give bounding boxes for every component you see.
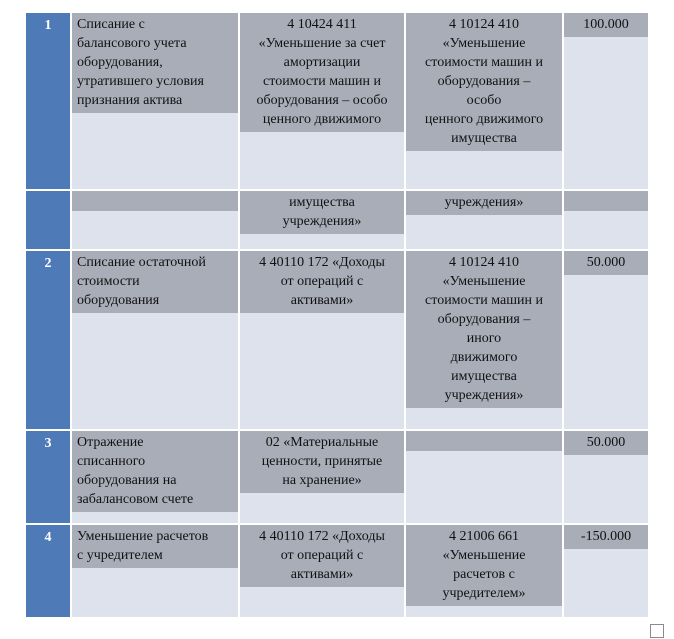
credit-cell: [406, 525, 562, 617]
row-number-cell: [26, 13, 70, 189]
table-row: [26, 525, 648, 617]
credit-account: 4 21006 661 «Уменьшение расчетов с учредителем»: [406, 525, 562, 606]
table-resize-handle[interactable]: [650, 624, 664, 638]
debit-account: 4 40110 172 «Доходы от операций с активами»: [240, 525, 404, 587]
debit-cell: [240, 525, 404, 617]
description-cell: [72, 251, 238, 429]
description-cell: [72, 191, 238, 249]
table-row: [26, 191, 648, 249]
description-cell: [72, 431, 238, 523]
amount-value: 100.000: [564, 13, 648, 37]
row-number: 3: [44, 436, 52, 451]
debit-cell: [240, 431, 404, 523]
debit-cell: [240, 251, 404, 429]
table-row: [26, 251, 648, 429]
operation-description: Списание с балансового учета оборудования, утратившего условия признания актива: [72, 13, 238, 113]
row-number: 4: [44, 530, 52, 545]
amount-value: -150.000: [564, 525, 648, 549]
debit-cell: [240, 13, 404, 189]
credit-cell: [406, 191, 562, 249]
row-number-cell: [26, 191, 70, 249]
debit-account: 02 «Материальные ценности, принятые на хранение»: [240, 431, 404, 493]
operation-description: [72, 191, 238, 211]
operation-description: Уменьшение расчетов с учредителем: [72, 525, 238, 568]
accounting-entries-table: [26, 13, 648, 619]
credit-account: учреждения»: [406, 191, 562, 215]
debit-account: 4 40110 172 «Доходы от операций с активами»: [240, 251, 404, 313]
amount-cell: [564, 191, 648, 249]
table-row: [26, 431, 648, 523]
debit-account: 4 10424 411 «Уменьшение за счет амортизации стоимости машин и оборудования – особо ценного движимого: [240, 13, 404, 132]
amount-cell: [564, 525, 648, 617]
description-cell: [72, 525, 238, 617]
credit-account: 4 10124 410 «Уменьшение стоимости машин и оборудования – особо ценного движимого имущества: [406, 13, 562, 151]
amount-cell: [564, 431, 648, 523]
credit-account: 4 10124 410 «Уменьшение стоимости машин и оборудования – иного движимого имущества учреждения»: [406, 251, 562, 408]
row-number-cell: [26, 431, 70, 523]
row-number: 1: [44, 18, 52, 33]
description-cell: [72, 13, 238, 189]
operation-description: Отражение списанного оборудования на забалансовом счете: [72, 431, 238, 512]
operation-description: Списание остаточной стоимости оборудования: [72, 251, 238, 313]
row-number: [26, 191, 70, 195]
row-number-cell: [26, 251, 70, 429]
debit-cell: [240, 191, 404, 249]
row-number-cell: [26, 525, 70, 617]
amount-value: [564, 191, 648, 211]
debit-account: имущества учреждения»: [240, 191, 404, 234]
credit-account: [406, 431, 562, 451]
row-number: 2: [44, 256, 52, 271]
credit-cell: [406, 251, 562, 429]
table-row: [26, 13, 648, 189]
amount-value: 50.000: [564, 431, 648, 455]
amount-cell: [564, 13, 648, 189]
amount-value: 50.000: [564, 251, 648, 275]
credit-cell: [406, 431, 562, 523]
amount-cell: [564, 251, 648, 429]
credit-cell: [406, 13, 562, 189]
